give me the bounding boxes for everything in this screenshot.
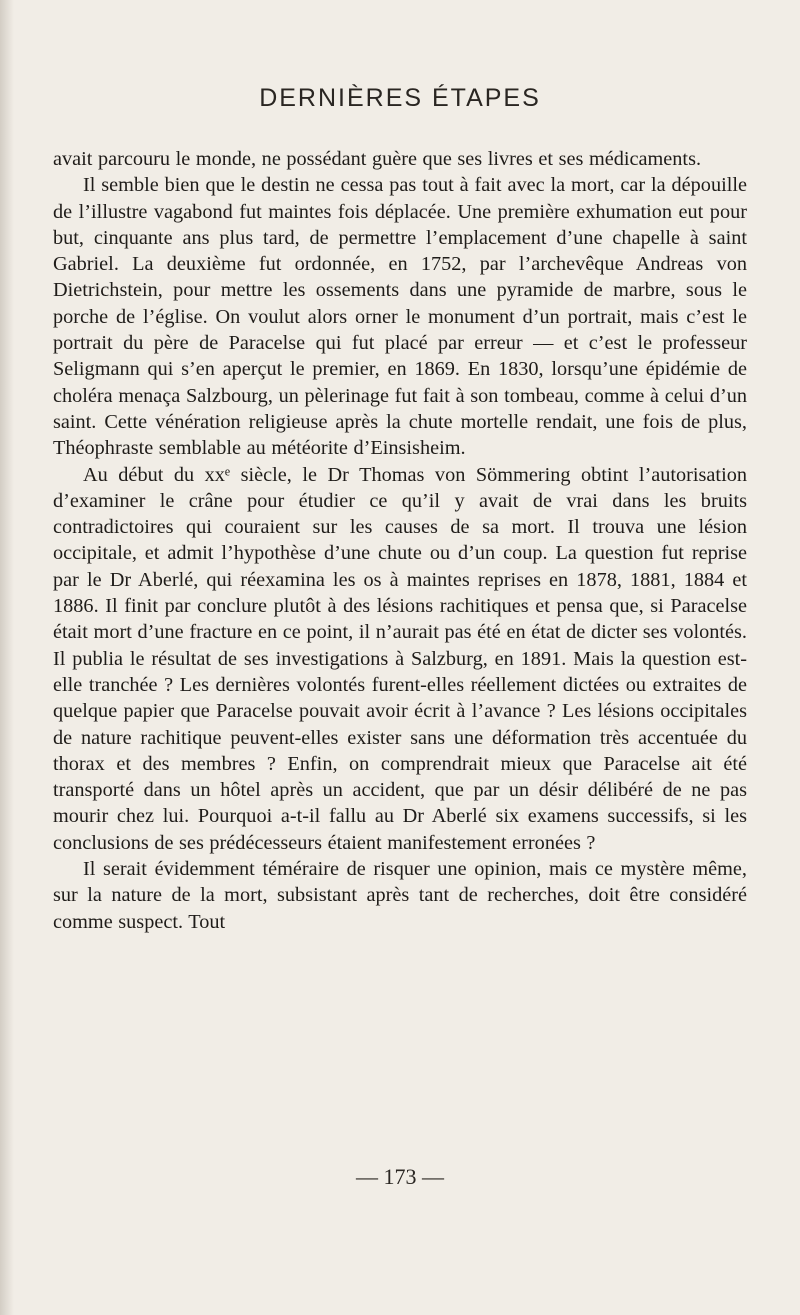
running-head: DERNIÈRES ÉTAPES: [259, 84, 541, 112]
paragraph-conclusion: Il serait évidemment téméraire de risquer une opinion, mais ce mystère même, sur la nature de la mort, subsistant après tant de recherches, doit être considéré comme suspect. Tout: [53, 858, 747, 933]
page-number: — 173 —: [356, 1164, 444, 1189]
page-gutter-shadow: [0, 0, 14, 1315]
paragraph-skull-examinations: Au début du xxᵉ siècle, le Dr Thomas von Sömmering obtint l’autorisation d’examiner le crâne pour étudier ce qu’il y avait de vrai dans les bruits contradictoires qui couraient sur les causes de sa mort. Il trouva une lésion occipitale, et admit l’hypothèse d’une chute ou d’un coup. La question fut reprise par le Dr Aberlé, qui réexamina les os à maintes reprises en 1878, 1881, 1884 et 1886. Il finit par conclure plutôt à des lésions rachitiques et pensa que, si Paracelse était mort d’une fracture en ce point, il n’aurait pas été en état de dicter ses volontés. Il publia le résultat de ses investigations à Salzburg, en 1891. Mais la question est-elle tranchée ? Les dernières volontés furent-elles réellement dictées ou extraites de quelque papier que Paracelse pouvait avoir écrit à l’avance ? Les lésions occipitales de nature rachitique peuvent-elles exister sans une déformation très accentuée du thorax et des membres ? Enfin, on comprendrait mieux que Paracelse ait été transporté dans un hôtel après un accident, que par un désir délibéré de ne pas mourir chez lui. Pourquoi a-t-il fallu au Dr Aberlé six examens successifs, si les conclusions de ses prédécesseurs étaient manifestement erronées ?: [53, 463, 747, 854]
body-text: [53, 146, 747, 935]
paragraph-continued: avait parcouru le monde, ne possédant guère que ses livres et ses médicaments.: [53, 148, 702, 170]
paragraph-exhumations: Il semble bien que le destin ne cessa pas tout à fait avec la mort, car la dépouille de l’illustre vagabond fut maintes fois déplacée. Une première exhumation eut pour but, cinquante ans plus tard, de permettre l’emplacement d’une chapelle à saint Gabriel. La deuxième fut ordonnée, en 1752, par l’archevêque Andreas von Dietrichstein, pour mettre les ossements dans une pyramide de marbre, sous le porche de l’église. On voulut alors orner le monument d’un portrait, mais c’est le portrait du père de Paracelse qui fut placé par erreur — et c’est le professeur Seligmann qui s’en aperçut le premier, en 1869. En 1830, lorsqu’une épidémie de choléra menaça Salzbourg, un pèlerinage fut fait à son tombeau, comme à celui d’un saint. Cette vénération religieuse après la chute mortelle rendait, une fois de plus, Théophraste semblable au météorite d’Einsisheim.: [53, 174, 747, 460]
